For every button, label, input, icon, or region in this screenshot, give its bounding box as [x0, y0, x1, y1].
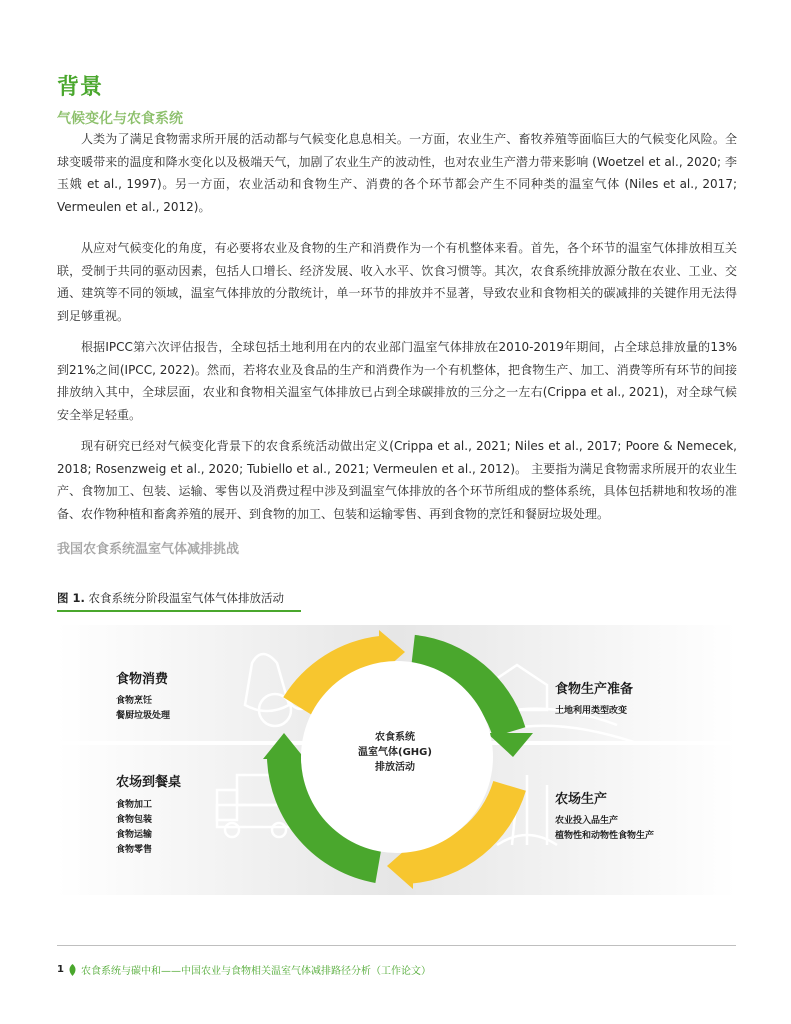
page-heading: 背景 [57, 75, 104, 100]
stage-title-consumption: 食物消费 [116, 672, 169, 687]
paragraph-3: 根据IPCC第六次评估报告，全球包括土地利用在内的农业部门温室气体排放在2010-2019年期间，占全球总排放量的13%到21%之间(IPCC, 2022)。然而，若将农业及食品的生产和消费作为一个有机整体，把食物生产、加工、消费等所有环节的间接排放纳入其中，全球层面，农业和食物相关温室气体排放已占到全球碳排放的三分之一左右(Crippa et al., 2021)，对全球气候安全举足轻重。 [57, 340, 737, 422]
page-footer [57, 962, 431, 977]
stage-title-farm-to-table: 农场到餐桌 [116, 775, 182, 790]
leaf-icon [68, 964, 77, 976]
paragraph-2: 从应对气候变化的角度，有必要将农业及食物的生产和消费作为一个有机整体来看。首先，各个环节的温室气体排放相互关联，受制于共同的驱动因素，包括人口增长、经济发展、收入水平、饮食习惯等。其次，农食系统排放源分散在农业、工业、交通、建筑等不同的领域，温室气体排放的分散统计，单一环节的排放并不显著，导致农业和食物相关的碳减排的关键作用无法得到足够重视。 [57, 241, 737, 323]
stage-item: 食物加工 [116, 800, 153, 810]
section-heading-challenges: 我国农食系统温室气体减排挑战 [57, 542, 240, 557]
stage-item: 植物性和动物性食物生产 [555, 831, 655, 841]
figure-title-rule [57, 610, 301, 612]
stage-item: 食物包装 [116, 815, 153, 825]
stage-item: 土地利用类型改变 [555, 706, 628, 716]
footer-text: 农食系统与碳中和——中国农业与食物相关温室气体减排路径分析（工作论文） [80, 966, 431, 977]
footer-rule [57, 945, 736, 946]
page-number: 1 [57, 964, 64, 975]
stage-item: 餐厨垃圾处理 [116, 711, 171, 721]
center-line-3: 排放活动 [375, 762, 415, 773]
stage-item: 农业投入品生产 [555, 816, 619, 826]
stage-items-farm-production [555, 814, 654, 844]
paragraph-1: 人类为了满足食物需求所开展的活动都与气候变化息息相关。一方面，农业生产、畜牧养殖等面临巨大的气候变化风险。全球变暖带来的温度和降水变化以及极端天气，加剧了农业生产的波动性，也对农业生产潜力带来影响 (Woetzel et al., 2020; 李玉娥 et al., 1997)。另一方面，农业活动和食物生产、消费的各个环节都会产生不同种类的温室气体 (Niles et al., 2017; Vermeulen et al., 2012)。 [57, 132, 737, 214]
paragraph-4: 现有研究已经对气候变化背景下的农食系统活动做出定义(Crippa et al., 2021; Niles et al., 2017; Poore & Nemecek, 2018; Rosenzweig et al., 2020; Tubiello et al., 2021; Vermeulen et al., 2012)。 主要指为满足食物需求所展开的农业生产、食物加工、包装、运输、零售以及消费过程中涉及到温室气体排放的各个环节所组成的整体系统，具体包括耕地和牧场的准备、农作物种植和畜禽养殖的展开、到食物的加工、包装和运输零售、再到食物的烹饪和餐厨垃圾处理。 [57, 439, 737, 521]
center-line-2: 温室气体(GHG) [358, 747, 432, 758]
center-line-1: 农食系统 [375, 732, 415, 743]
stage-item: 食物零售 [116, 845, 153, 855]
figure-label: 图 1. [57, 591, 85, 605]
figure-caption: 农食系统分阶段温室气体气体排放活动 [88, 591, 285, 605]
figure-title [57, 590, 284, 606]
stage-title-farm-production: 农场生产 [555, 792, 608, 807]
stage-items-preparation [555, 704, 627, 719]
stage-title-preparation: 食物生产准备 [555, 682, 634, 697]
diagram-center-label [340, 730, 450, 775]
stage-item: 食物烹饪 [116, 696, 153, 706]
section-subheading: 气候变化与农食系统 [57, 111, 183, 127]
stage-items-consumption [116, 694, 170, 724]
stage-item: 食物运输 [116, 830, 153, 840]
stage-items-farm-to-table [116, 798, 152, 858]
